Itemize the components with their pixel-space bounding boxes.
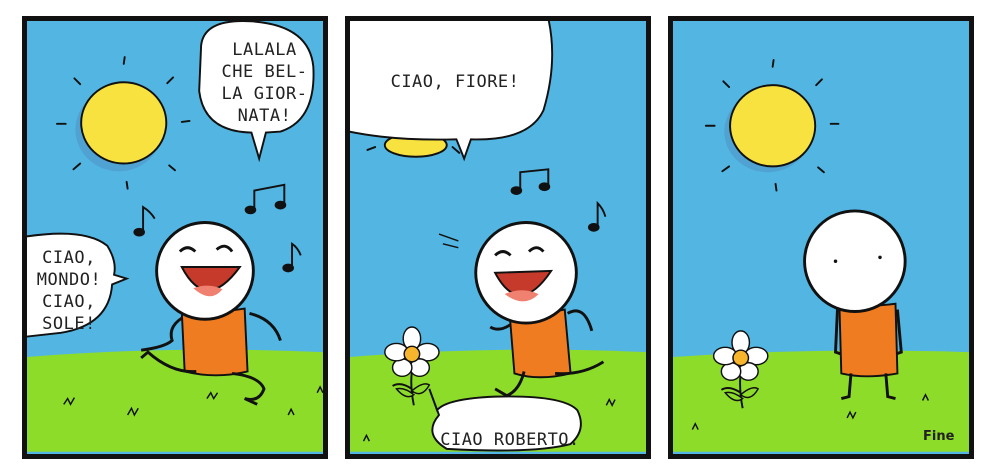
sun xyxy=(57,57,190,189)
speech-text-1 xyxy=(212,39,317,127)
signature: Fine xyxy=(923,429,955,444)
panel-3-art xyxy=(673,21,969,454)
speech-line: NATA! xyxy=(237,106,292,126)
comic-panel-1 xyxy=(22,16,328,459)
speech-text-2 xyxy=(27,247,111,335)
motion-lines xyxy=(439,234,458,248)
grass xyxy=(27,350,323,452)
speech-text-2: CIAO ROBERTO. xyxy=(440,430,580,450)
speech-line: CIAO, xyxy=(42,248,96,268)
speech-line: CHE BEL- xyxy=(221,62,308,82)
speech-line: MONDO! xyxy=(36,270,102,290)
speech-line: LA GIOR- xyxy=(221,84,308,104)
speech-line: SOLE! xyxy=(42,314,96,334)
speech-text-1: CIAO, FIORE! xyxy=(390,72,520,92)
comic-panel-2 xyxy=(345,16,651,459)
comic-panel-3 xyxy=(668,16,974,459)
sun xyxy=(706,60,839,191)
speech-line: CIAO, xyxy=(42,292,96,312)
speech-line: LALALA xyxy=(232,40,297,60)
